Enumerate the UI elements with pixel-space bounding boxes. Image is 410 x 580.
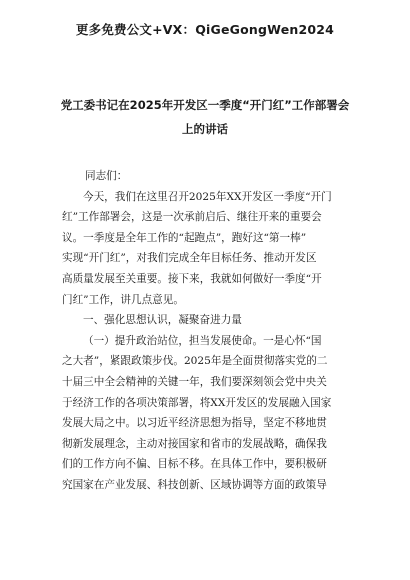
- body-line: （一）提升政治站位，担当发展使命。一是心怀“国: [83, 334, 322, 347]
- body-line: 议。一季度是全年工作的“起跑点”，跑好这“第一棒”: [62, 231, 307, 244]
- body-line: 实现“开门红”，对我们完成全年目标任务、推动开发区: [62, 252, 317, 265]
- document-title-line-2: 上的讲话: [182, 122, 228, 136]
- salutation: 同志们：: [85, 170, 128, 182]
- body-line: 之大者”，紧跟政策步伐。2025年是全面贯彻落实党的二: [62, 355, 328, 368]
- body-line: 红”工作部署会，这是一次承前启后、继往开来的重要会: [62, 211, 322, 224]
- body-line: 高质量发展至关重要。接下来，我就如何做好一季度“开: [62, 272, 322, 285]
- document-title-line-1: 党工委书记在2025年开发区一季度“开门红”工作部署会: [60, 98, 350, 112]
- body-line: 发展大局之中。以习近平经济思想为指导，坚定不移地贯: [62, 417, 327, 430]
- body-line: 一、强化思想认识，凝聚奋进力量: [83, 314, 242, 327]
- body-line: 今天，我们在这里召开2025年XX开发区一季度“开门: [83, 190, 332, 203]
- body-line: 十届三中全会精神的关键一年，我们要深刻领会党中央关: [62, 375, 327, 388]
- body-lines: [62, 187, 347, 496]
- promo-banner: 更多免费公文+VX：QiGeGongWen2024: [75, 22, 335, 37]
- body-line: 们的工作方向不偏、目标不移。在具体工作中，要积极研: [62, 458, 327, 471]
- body-line: 于经济工作的各项决策部署，将XX开发区的发展融入国家: [62, 396, 332, 409]
- body-line: 门红”工作，讲几点意见。: [62, 293, 184, 306]
- body-line: 究国家在产业发展、科技创新、区域协调等方面的政策导: [62, 478, 327, 491]
- body-line: 彻新发展理念，主动对接国家和省市的发展战略，确保我: [62, 437, 327, 450]
- document-body: [62, 144, 347, 496]
